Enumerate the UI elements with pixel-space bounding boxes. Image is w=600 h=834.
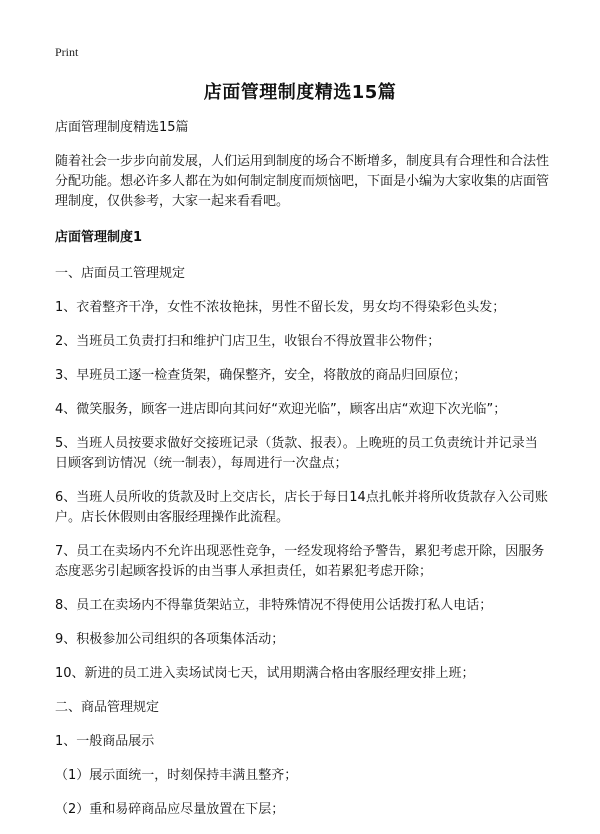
rule-item: 7、员工在卖场内不允许出现恶性竞争，一经发现将给予警告，累犯考虑开除，因服务态度恶劣引起顾客投诉的由当事人承担责任，如若累犯考虑开除； — [55, 544, 545, 579]
subsection-heading: 1、一般商品展示 — [55, 734, 155, 749]
rule-item: 6、当班人员所收的货款及时上交店长，店长于每日14点扎帐并将所收货款存入公司账户。店长休假则由客服经理操作此流程。 — [55, 490, 548, 525]
print-label: Print — [55, 45, 79, 59]
rule-item: 10、新进的员工进入卖场试岗七天，试用期满合格由客服经理安排上班； — [55, 666, 475, 681]
intro-paragraph: 随着社会一步步向前发展，人们运用到制度的场合不断增多，制度具有合理性和合法性分配功能。想必许多人都在为如何制定制度而烦恼吧，下面是小编为大家收集的店面管理制度，仅供参考，大家一起来看看吧。 — [55, 154, 550, 209]
rule-item: 4、微笑服务，顾客一进店即向其问好“欢迎光临”，顾客出店“欢迎下次光临”； — [55, 402, 507, 417]
part-heading: 一、店面员工管理规定 — [55, 266, 186, 281]
document-body — [55, 118, 550, 834]
rule-item: 2、当班员工负责打扫和维护门店卫生，收银台不得放置非公物件； — [55, 334, 441, 349]
rule-item: 3、早班员工逐一检查货架，确保整齐，安全，将散放的商品归回原位； — [55, 368, 467, 383]
document-subtitle: 店面管理制度精选15篇 — [55, 120, 189, 135]
section-heading: 店面管理制度1 — [55, 230, 143, 245]
sub-item: （2）重和易碎商品应尽量放置在下层； — [55, 802, 285, 817]
part-heading: 二、商品管理规定 — [55, 700, 160, 715]
rule-item: 8、员工在卖场内不得靠货架站立，非特殊情况不得使用公话拨打私人电话； — [55, 598, 493, 613]
rule-item: 9、积极参加公司组织的各项集体活动； — [55, 632, 285, 647]
rule-item: 1、衣着整齐干净，女性不浓妆艳抹，男性不留长发，男女均不得染彩色头发； — [55, 300, 506, 315]
sub-item: （1）展示面统一，时刻保持丰满且整齐； — [55, 768, 298, 783]
rule-item: 5、当班人员按要求做好交接班记录（货款、报表）。上晚班的员工负责统计并记录当日顾客到访情况（统一制表），每周进行一次盘点； — [55, 436, 538, 471]
document-title: 店面管理制度精选15篇 — [203, 82, 397, 103]
